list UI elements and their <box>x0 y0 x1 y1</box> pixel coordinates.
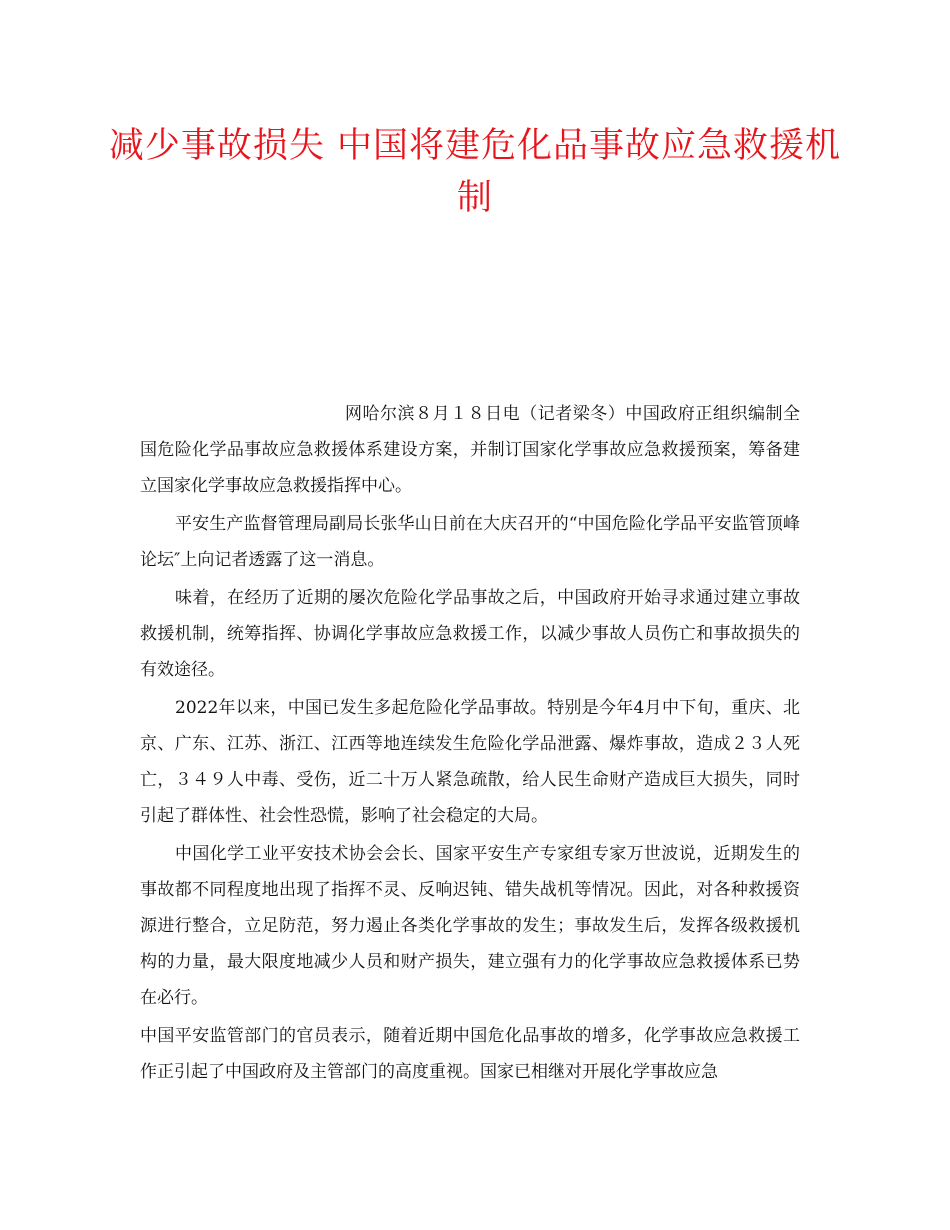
paragraph: 中国化学工业平安技术协会会长、国家平安生产专家组专家万世波说，近期发生的事故都不同程度地出现了指挥不灵、反响迟钝、错失战机等情况。因此，对各种救援资源进行整合，立足防范，努力遏止各类化学事故的发生；事故发生后，发挥各级救援机构的力量，最大限度地减少人员和财产损失，建立强有力的化学事故应急救援体系已势在必行。 <box>140 844 800 1008</box>
article-title: 减少事故损失 中国将建危化品事故应急救援机制 <box>108 126 842 218</box>
paragraph: 平安生产监督管理局副局长张华山日前在大庆召开的“中国危险化学品平安监管顶峰论坛″上向记者透露了这一消息。 <box>140 514 800 570</box>
article-body <box>140 396 800 1092</box>
paragraph: 味着，在经历了近期的屡次危险化学品事故之后，中国政府开始寻求通过建立事故救援机制，统筹指挥、协调化学事故应急救援工作，以减少事故人员伤亡和事故损失的有效途径。 <box>140 588 800 680</box>
paragraph: 中国平安监管部门的官员表示，随着近期中国危化品事故的增多，化学事故应急救援工作正引起了中国政府及主管部门的高度重视。国家已相继对开展化学事故应急 <box>140 1026 800 1082</box>
paragraph: 2022年以来，中国已发生多起危险化学品事故。特别是今年4月中下旬，重庆、北京、广东、江苏、浙江、江西等地连续发生危险化学品泄露、爆炸事故，造成２３人死亡，３４９人中毒、受伤，近二十万人紧急疏散，给人民生命财产造成巨大损失，同时引起了群体性、社会性恐慌，影响了社会稳定的大局。 <box>140 698 800 826</box>
paragraph-dateline: 网哈尔滨８月１８日电（记者梁冬）中国政府正组织编制全国危险化学品事故应急救援体系建设方案，并制订国家化学事故应急救援预案，筹备建立国家化学事故应急救援指挥中心。 <box>140 404 800 496</box>
